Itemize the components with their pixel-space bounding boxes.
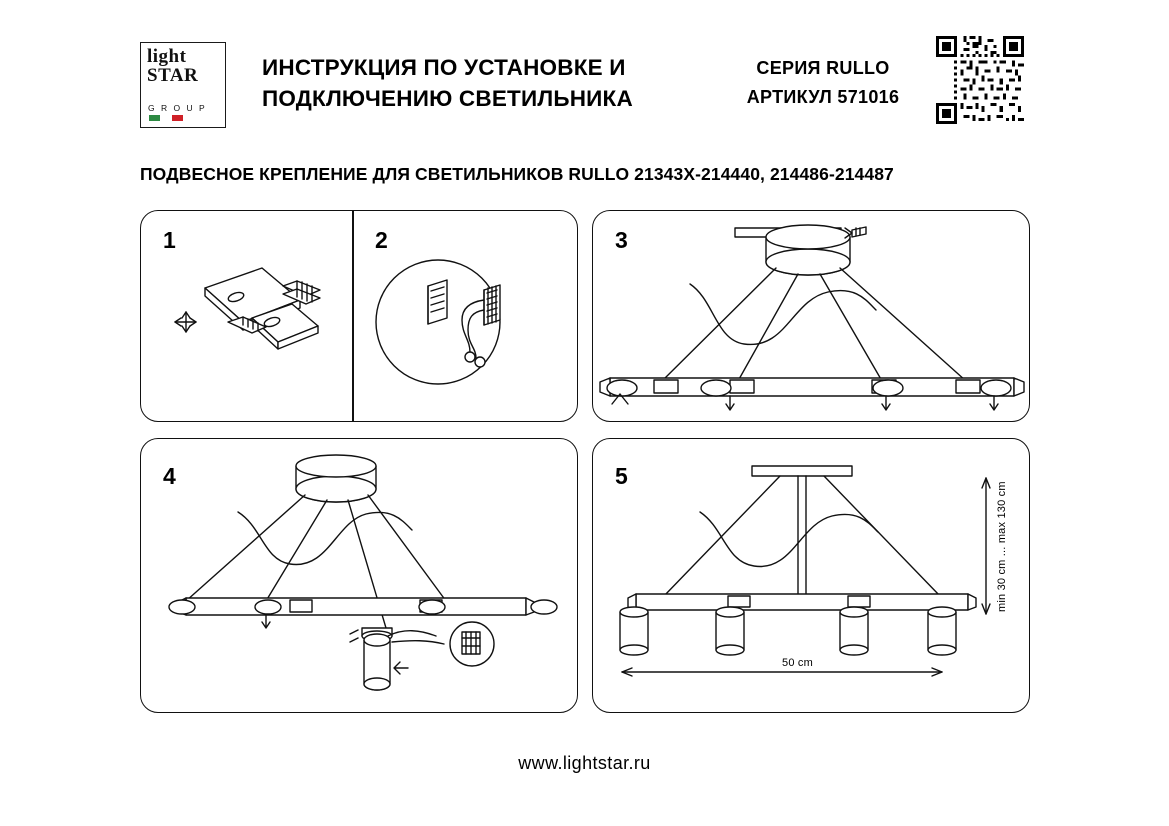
step-panel-3	[592, 210, 1030, 422]
panel-divider	[352, 211, 354, 421]
step-number-3: 3	[615, 227, 628, 253]
page-title	[262, 52, 682, 114]
logo-line-1: light	[147, 46, 187, 67]
step-panel-1-2	[140, 210, 578, 422]
title-line-2: ПОДКЛЮЧЕНИЮ СВЕТИЛЬНИКА	[262, 86, 633, 111]
series-label: СЕРИЯ RULLO	[756, 58, 890, 78]
step-number-1: 1	[163, 227, 176, 253]
article-label: АРТИКУЛ 571016	[746, 87, 900, 107]
step-number-4: 4	[163, 463, 176, 489]
logo-wordmark	[147, 47, 198, 85]
logo-subtext: G R O U P	[148, 103, 207, 113]
lightstar-logo	[140, 42, 226, 128]
height-dimension-label: min 30 cm ... max 130 cm	[996, 481, 1008, 612]
step-panel-5	[592, 438, 1030, 713]
footer-website[interactable]: www.lightstar.ru	[518, 753, 651, 773]
title-line-1: ИНСТРУКЦИЯ ПО УСТАНОВКЕ И	[262, 55, 626, 80]
logo-line-2: STAR	[147, 65, 199, 86]
step-number-5: 5	[615, 463, 628, 489]
section-subtitle: ПОДВЕСНОЕ КРЕПЛЕНИЕ ДЛЯ СВЕТИЛЬНИКОВ RULLO 21343Х-214440, 214486-214487	[140, 164, 894, 184]
italy-flag-icon	[149, 115, 183, 121]
step-panel-4	[140, 438, 578, 713]
qr-code	[936, 36, 1024, 124]
step-number-2: 2	[375, 227, 388, 253]
product-meta	[718, 54, 928, 112]
width-dimension-label: 50 cm	[782, 657, 813, 669]
